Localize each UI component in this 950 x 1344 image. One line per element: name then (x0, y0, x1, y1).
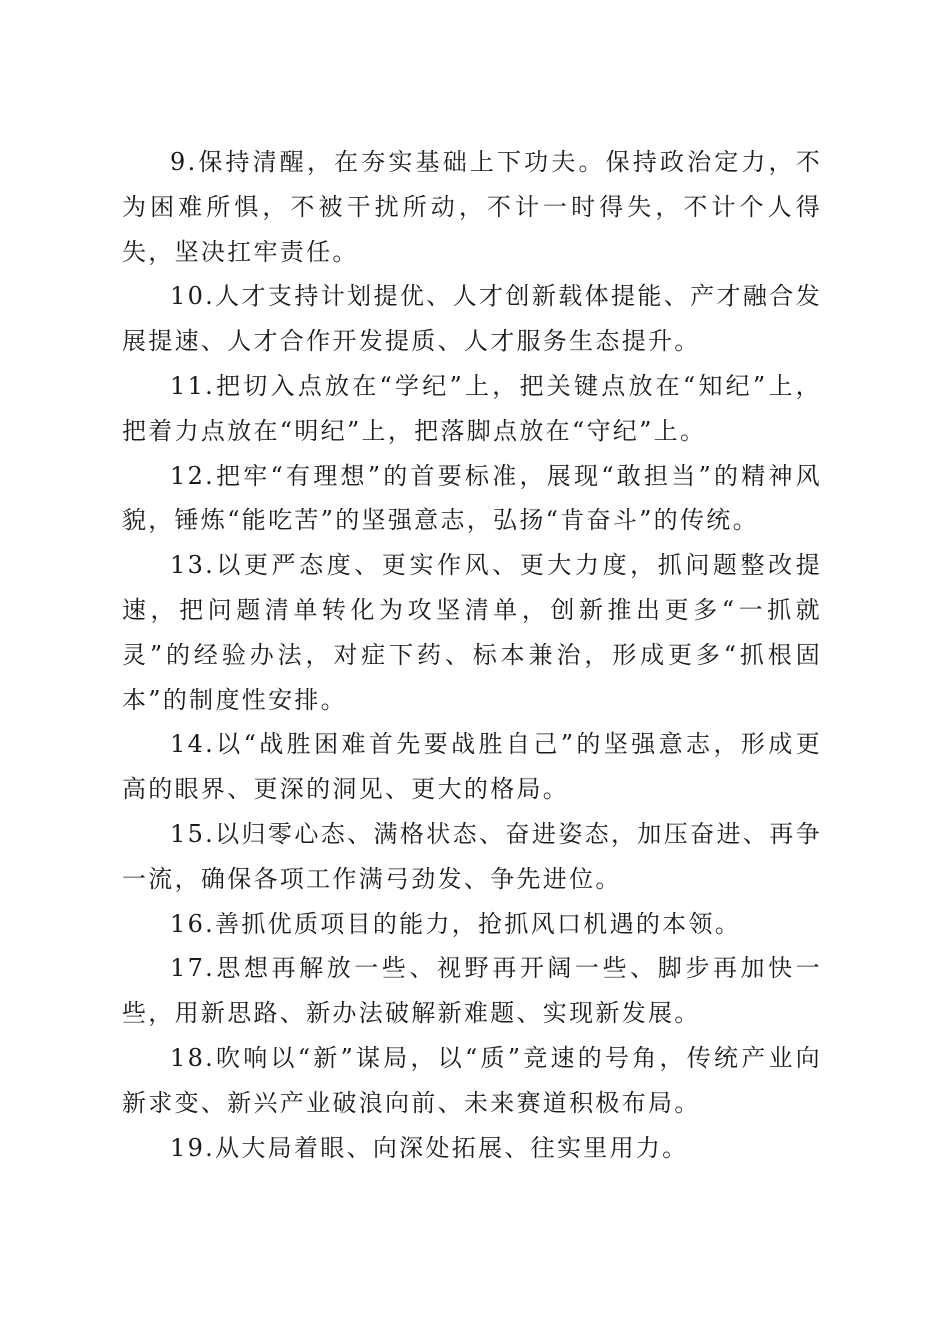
paragraph-16: 16.善抓优质项目的能力，抢抓风口机遇的本领。 (170, 909, 742, 938)
paragraph-17: 17.思想再解放一些、视野再开阔一些、脚步再加快一些，用新思路、新办法破解新难题、实现新发展。 (122, 954, 822, 1028)
paragraph-14: 14.以“战胜困难首先要战胜自己”的坚强意志，形成更高的眼界、更深的洞见、更大的格局。 (122, 730, 822, 804)
paragraph-15: 15.以归零心态、满格状态、奋进姿态，加压奋进、再争一流，确保各项工作满弓劲发、争先进位。 (122, 819, 822, 893)
paragraph-18: 18.吹响以“新”谋局，以“质”竞速的号角，传统产业向新求变、新兴产业破浪向前、未来赛道积极布局。 (122, 1043, 822, 1117)
document-body (122, 140, 822, 1170)
paragraph-13: 13.以更严态度、更实作风、更大力度，抓问题整改提速，把问题清单转化为攻坚清单，创新推出更多“一抓就灵”的经验办法，对症下药、标本兼治，形成更多“抓根固本”的制度性安排。 (122, 551, 822, 714)
paragraph-12: 12.把牢“有理想”的首要标准，展现“敢担当”的精神风貌，锤炼“能吃苦”的坚强意志，弘扬“肯奋斗”的传统。 (122, 461, 822, 535)
paragraph-10: 10.人才支持计划提优、人才创新载体提能、产才融合发展提速、人才合作开发提质、人才服务生态提升。 (122, 282, 822, 356)
paragraph-11: 11.把切入点放在“学纪”上，把关键点放在“知纪”上，把着力点放在“明纪”上，把落脚点放在“守纪”上。 (122, 371, 822, 445)
paragraph-9: 9.保持清醒，在夯实基础上下功夫。保持政治定力，不为困难所惧，不被干扰所动，不计一时得失，不计个人得失，坚决扛牢责任。 (122, 148, 822, 266)
paragraph-19: 19.从大局着眼、向深处拓展、往实里用力。 (170, 1133, 689, 1162)
